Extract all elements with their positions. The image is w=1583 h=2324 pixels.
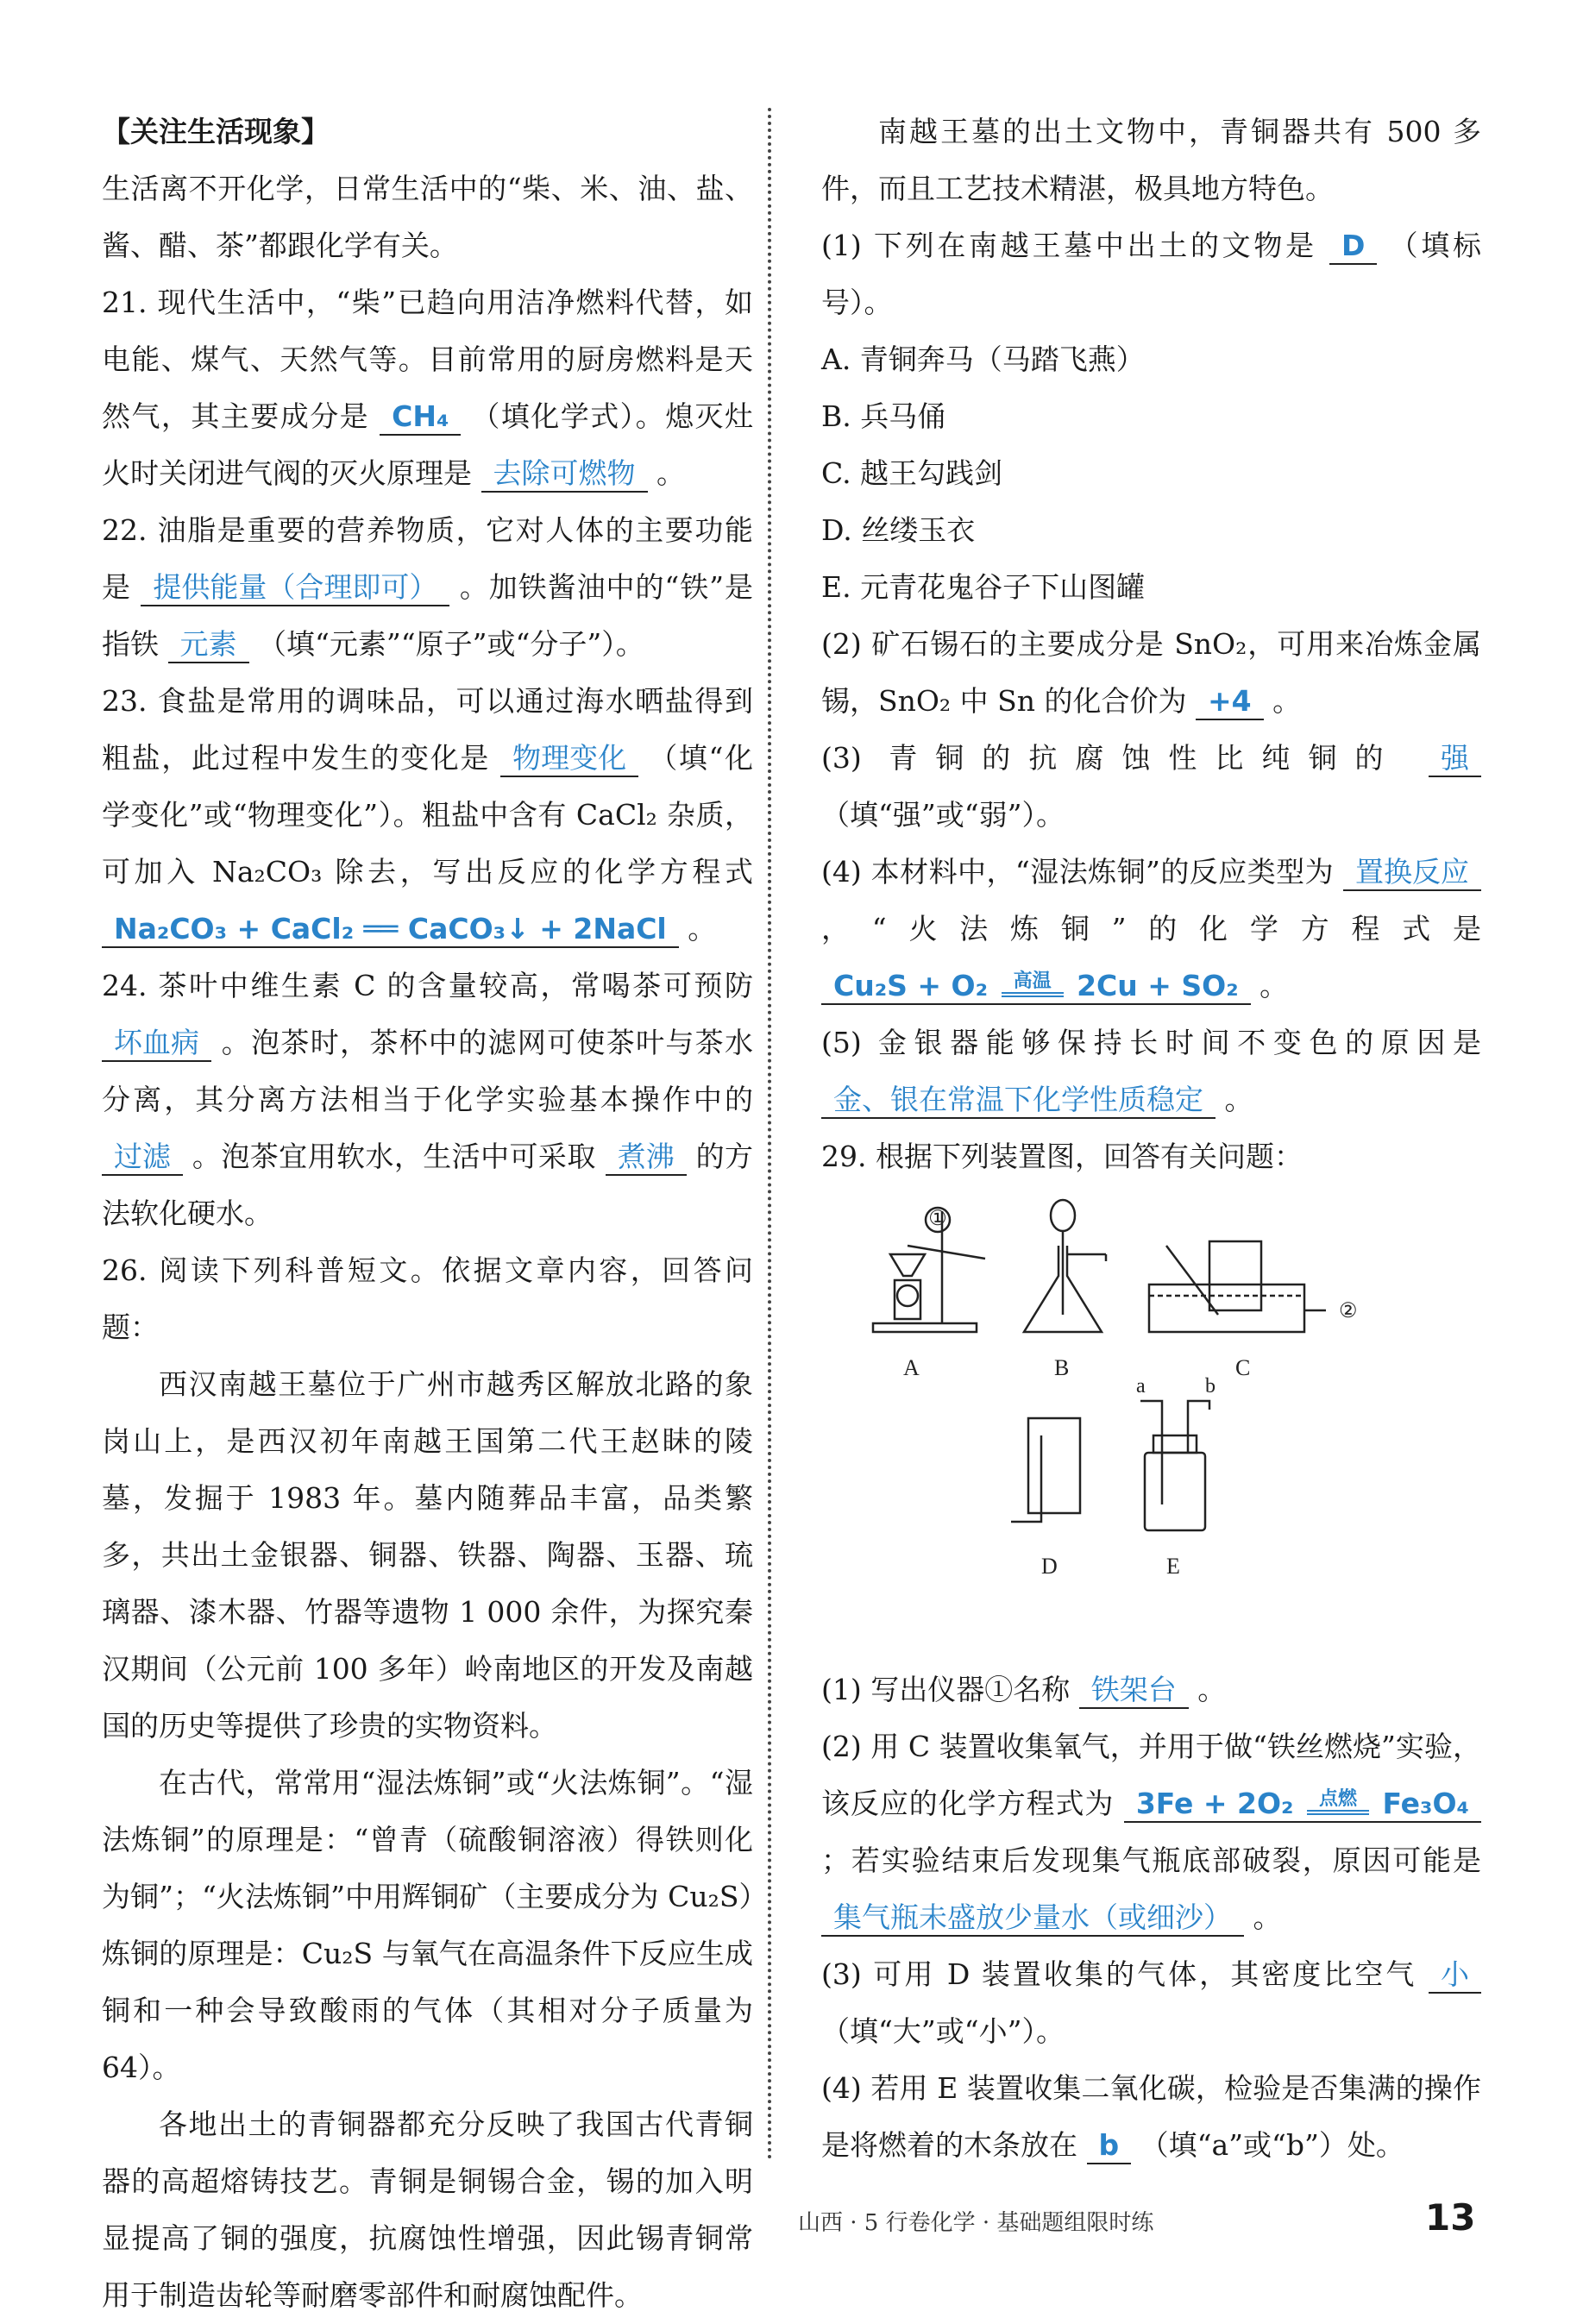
q24-answer-3: 煮沸: [606, 1140, 687, 1176]
q22-answer-2: 元素: [168, 627, 249, 663]
q23-answer-2: Na₂CO₃ + CaCl₂ ══ CaCO₃↓ + 2NaCl: [102, 912, 679, 948]
article-paragraph-1: 西汉南越王墓位于广州市越秀区解放北路的象岗山上，是西汉初年南越王国第二代王赵眛的陵墓，发掘于 1983 年。墓内随葬品丰富，品类繁多，共出土金银器、铜器、铁器、陶器、玉器、琉璃器、漆木器、竹器等遗物 1 000 余件，为探究秦汉期间（公元前 100 多年）岭南地区的开发及南越国的历史等提供了珍贵的实物资料。: [102, 1367, 753, 1743]
q26-3-answer: 强: [1429, 741, 1481, 777]
q21-answer-1: CH₄: [380, 399, 461, 436]
article-paragraph-2: 在古代，常常用“湿法炼铜”或“火法炼铜”。“湿法炼铜”的原理是：“曾青（硫酸铜溶液）得铁则化为铜”；“火法炼铜”中用辉铜矿（主要成分为 Cu₂S）炼铜的原理是：Cu₂S 与氧气在高温条件下反应生成铜和一种会导致酸雨的气体（其相对分子质量为 64）。: [102, 1766, 753, 2084]
q24-text-2: 。泡茶时，茶杯中的滤网可使茶叶与茶水分离，其分离方法相当于化学实验基本操作中的: [102, 1026, 753, 1116]
right-column: [821, 104, 1481, 2174]
q22-answer-1: 提供能量（合理即可）: [141, 570, 449, 606]
question-29-stem: 29. 根据下列装置图，回答有关问题：: [821, 1140, 1303, 1173]
q26-4-text-3: 。: [1259, 969, 1289, 1002]
port-b: b: [1205, 1375, 1216, 1398]
question-23: [102, 673, 753, 958]
label-e: E: [1166, 1554, 1180, 1579]
q26-sub-4: [821, 844, 1481, 1014]
q29-3-text-2: （填“大”或“小”）。: [821, 2014, 1065, 2048]
q29-sub-1: [821, 1661, 1481, 1718]
apparatus-b: [1024, 1200, 1106, 1332]
q21-answer-2: 去除可燃物: [481, 456, 648, 493]
q29-4-text-1: (4) 若用 E 装置收集二氧化碳，检验是否集满的操作是将燃着的木条放在: [821, 2071, 1481, 2162]
q29-4-text-2: （填“a”或“b”）处。: [1140, 2128, 1404, 2162]
q26-1-text-2: （填标号）。: [821, 229, 1481, 319]
mark-1: ①: [928, 1206, 947, 1230]
port-a: a: [1136, 1375, 1146, 1398]
q26-5-text-1: (5) 金银器能够保持长时间不变色的原因是: [821, 1026, 1481, 1059]
q24-text-1: 24. 茶叶中维生素 C 的含量较高，常喝茶可预防: [102, 969, 753, 1002]
question-26-stem: 26. 阅读下列科普短文。依据文章内容，回答问题：: [102, 1253, 753, 1344]
option-c: C. 越王勾践剑: [821, 456, 1003, 490]
mark-2: ②: [1339, 1298, 1358, 1322]
label-a: A: [903, 1355, 920, 1380]
column-divider: [768, 108, 771, 2161]
equation-left: Cu₂S + O₂: [833, 969, 989, 1002]
q29-2-text-2: ；若实验结束后发现集气瓶底部破裂，原因可能是: [821, 1843, 1481, 1877]
q23-text-3: 。: [688, 912, 717, 945]
q22-text-2: 。加铁酱油中的“铁”是指铁: [102, 570, 753, 661]
q29-4-answer: b: [1087, 2128, 1132, 2164]
q29-2-text-3: 。: [1253, 1900, 1282, 1934]
q29-sub-2: [821, 1718, 1481, 1946]
q29-1-answer: 铁架台: [1079, 1673, 1189, 1709]
q26-sub-1: [821, 217, 1481, 331]
equation-left: 3Fe + 2O₂: [1135, 1787, 1294, 1820]
article-paragraph-4: 南越王墓的出土文物中，青铜器共有 500 多件，而且工艺技术精湛，极具地方特色。: [821, 115, 1481, 205]
q29-2-answer-2: 集气瓶未盛放少量水（或细沙）: [821, 1900, 1244, 1937]
double-line-icon: [1002, 992, 1064, 997]
q29-2-answer-1: [1124, 1787, 1481, 1823]
q29-2-text-1: (2) 用 C 装置收集氧气，并用于做“铁丝燃烧”实验，该反应的化学方程式为: [821, 1730, 1481, 1820]
q23-text-2: （填“化学变化”或“物理变化”）。粗盐中含有 CaCl₂ 杂质，可加入 Na₂CO₃ 除去，写出反应的化学方程式: [102, 741, 753, 889]
q22-text-1: 22. 油脂是重要的营养物质，它对人体的主要功能是: [102, 513, 753, 604]
question-21: [102, 274, 753, 502]
q21-text-1: 21. 现代生活中，“柴”已趋向用洁净燃料代替，如电能、煤气、天然气等。目前常用的厨房燃料是天然气，其主要成分是: [102, 286, 753, 433]
q23-answer-1: 物理变化: [500, 741, 638, 777]
q26-5-text-2: 。: [1224, 1083, 1253, 1116]
q29-1-text-1: (1) 写出仪器①名称: [821, 1673, 1071, 1706]
intro-text: 生活离不开化学，日常生活中的“柴、米、油、盐、酱、醋、茶”都跟化学有关。: [102, 172, 753, 262]
option-d: D. 丝缕玉衣: [821, 513, 976, 547]
q26-5-answer: 金、银在常温下化学性质稳定: [821, 1083, 1216, 1119]
q26-3-text-1: (3) 青铜的抗腐蚀性比纯铜的: [821, 741, 1402, 775]
q29-sub-4: [821, 2060, 1481, 2174]
question-24: [102, 958, 753, 1242]
apparatus-diagram: [856, 1194, 1460, 1643]
reaction-condition: 高温: [1013, 970, 1052, 992]
q24-text-4: 的方法软化硬水。: [102, 1140, 754, 1230]
q22-text-3: （填“元素”“原子”或“分子”）。: [258, 627, 644, 661]
q26-2-text-2: 。: [1272, 684, 1302, 718]
equation-right: Fe₃O₄: [1382, 1787, 1470, 1820]
question-22: [102, 502, 753, 673]
left-column: [102, 104, 753, 2324]
q26-1-answer: D: [1329, 229, 1377, 265]
q23-text-1: 23. 食盐是常用的调味品，可以通过海水晒盐得到粗盐，此过程中发生的变化是: [102, 684, 753, 775]
q26-sub-2: [821, 616, 1481, 730]
page-number: 13: [1425, 2196, 1476, 2239]
q26-3-text-2: （填“强”或“弱”）。: [821, 798, 1065, 832]
q26-4-answer-1: 置换反应: [1343, 855, 1481, 891]
apparatus-e: [1140, 1401, 1209, 1530]
q29-3-answer: 小: [1429, 1957, 1481, 1994]
equation-sign: [1002, 971, 1064, 997]
apparatus-c: [1149, 1241, 1326, 1332]
q24-answer-1: 坏血病: [102, 1026, 211, 1062]
q26-sub-3: [821, 730, 1481, 844]
page-footer: [0, 2196, 1583, 2239]
footer-text: 山西 · 5 行卷化学 · 基础题组限时练: [798, 2210, 1154, 2236]
apparatus-d: [1011, 1418, 1080, 1522]
section-title: 【关注生活现象】: [102, 115, 330, 148]
q24-text-3: 。泡茶宜用软水，生活中可采取: [192, 1140, 596, 1173]
equation-right: 2Cu + SO₂: [1077, 969, 1239, 1002]
q26-1-text-1: (1) 下列在南越王墓中出土的文物是: [821, 229, 1317, 262]
q26-2-text-1: (2) 矿石锡石的主要成分是 SnO₂，可用来冶炼金属锡，SnO₂ 中 Sn 的化合价为: [821, 627, 1481, 718]
q21-text-3: 。: [656, 456, 685, 490]
label-d: D: [1041, 1554, 1058, 1579]
q26-4-answer-2: [821, 969, 1251, 1005]
q26-sub-5: [821, 1014, 1481, 1128]
option-b: B. 兵马俑: [821, 399, 946, 433]
double-line-icon: [1307, 1810, 1369, 1815]
q21-text-2: （填化学式）。熄灭灶火时关闭进气阀的灭火原理是: [102, 399, 754, 490]
option-e: E. 元青花鬼谷子下山图罐: [821, 570, 1146, 604]
reaction-condition: 点燃: [1318, 1788, 1357, 1810]
label-c: C: [1235, 1355, 1251, 1380]
q29-sub-3: [821, 1946, 1481, 2060]
q29-3-text-1: (3) 可用 D 装置收集的气体，其密度比空气: [821, 1957, 1417, 1991]
q29-1-text-2: 。: [1197, 1673, 1227, 1706]
article-paragraph-3: 各地出土的青铜器都充分反映了我国古代青铜器的高超熔铸技艺。青铜是铜锡合金，锡的加入明显提高了铜的强度，抗腐蚀性增强，因此锡青铜常用于制造齿轮等耐磨零部件和耐腐蚀配件。: [102, 2107, 753, 2312]
equation-sign: [1307, 1789, 1369, 1815]
label-b: B: [1054, 1355, 1070, 1380]
q26-4-text-2: ，“火法炼铜”的化学方程式是: [821, 912, 1481, 945]
q26-4-text-1: (4) 本材料中，“湿法炼铜”的反应类型为: [821, 855, 1335, 889]
option-a: A. 青铜奔马（马踏飞燕）: [821, 342, 1145, 376]
q24-answer-2: 过滤: [102, 1140, 183, 1176]
q26-2-answer: +4: [1196, 684, 1264, 720]
